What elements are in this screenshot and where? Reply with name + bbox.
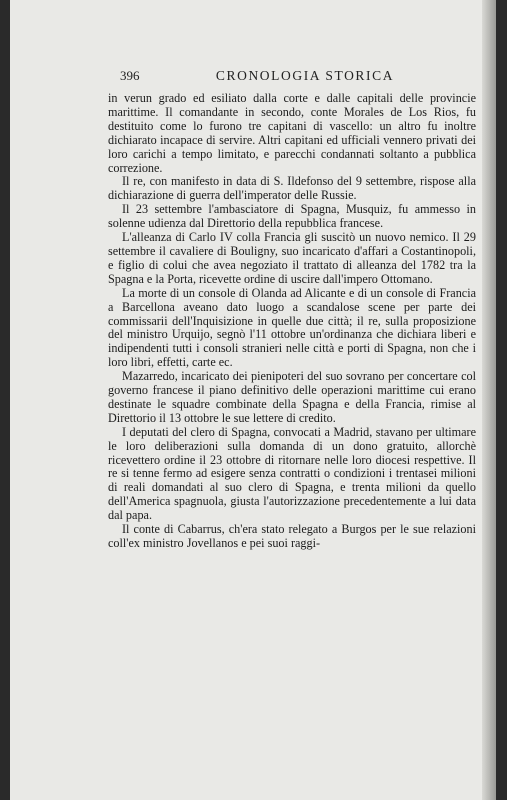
paragraph: Mazarredo, incaricato dei pienipoteri del suo sovrano per concertare col governo francese il piano definitivo delle operazioni marittime cui erano destinate le squadre combinate della Spagna e della Francia, rimise al Direttorio il 13 ottobre le sue lettere di credito. — [108, 369, 476, 425]
page-number: 396 — [120, 68, 140, 83]
paragraph: Il conte di Cabarrus, ch'era stato relegato a Burgos per le sue relazioni coll'ex ministro Jovellanos e pei suoi raggi- — [108, 522, 476, 550]
paragraph: Il 23 settembre l'ambasciatore di Spagna, Musquiz, fu ammesso in solenne udienza dal Direttorio della repubblica francese. — [108, 202, 476, 231]
paragraph: in verun grado ed esiliato dalla corte e dalle capitali delle provincie marittime. Il comandante in secondo, conte Morales de Los Rios, fu destituito come lo furono tre capitani di vascello: un altro fu inoltre dichiarato incapace di servire. Altri capitani ed ufficiali vennero privati dei loro carichi a tempo limitato, e parecchi condannati soltanto a pubblica correzione. — [108, 91, 476, 175]
paragraph: Il re, con manifesto in data di S. Ildefonso del 9 settembre, rispose alla dichiarazione di guerra dell'imperator delle Russie. — [108, 174, 476, 203]
page-gutter-shadow — [482, 0, 496, 800]
paragraph: I deputati del clero di Spagna, convocati a Madrid, stavano per ultimare le loro deliberazioni sulla domanda di un dono gratuito, allorchè ricevettero ordine il 23 ottobre di ritornare nelle loro diocesi respettive. Il re si tenne fermo ad esigere senza contratti o condizioni i trentasei milioni di reali domandati al suo clero di Spagna, e trenta milioni da quello dell'America spagnuola, giusta l'autorizzazione precedentemente a lui data dal papa. — [108, 424, 476, 523]
body-text — [108, 92, 476, 551]
running-title: CRONOLOGIA STORICA — [215, 68, 395, 83]
paragraph: La morte di un console di Olanda ad Alicante e di un console di Francia a Barcellona aveano dato luogo a scandalose scene per parte dei commissarii dell'Inquisizione in quelle due città; il re, sulla proposizione del ministro Urquijo, segnò l'11 ottobre un'ordinanza che dichiara liberi e indipendenti tutti i consoli stranieri nelle città e porti di Spagna, non che i loro libri, effetti, carte ec. — [108, 285, 476, 370]
paragraph: L'alleanza di Carlo IV colla Francia gli suscitò un nuovo nemico. Il 29 settembre il cavaliere di Bouligny, suo incaricato d'affari a Costantinopoli, e figlio di colui che avea negoziato il trattato di alleanza del 1782 tra la Spagna e la Porta, ricevette ordine di uscire dall'impero Ottomano. — [108, 230, 476, 286]
